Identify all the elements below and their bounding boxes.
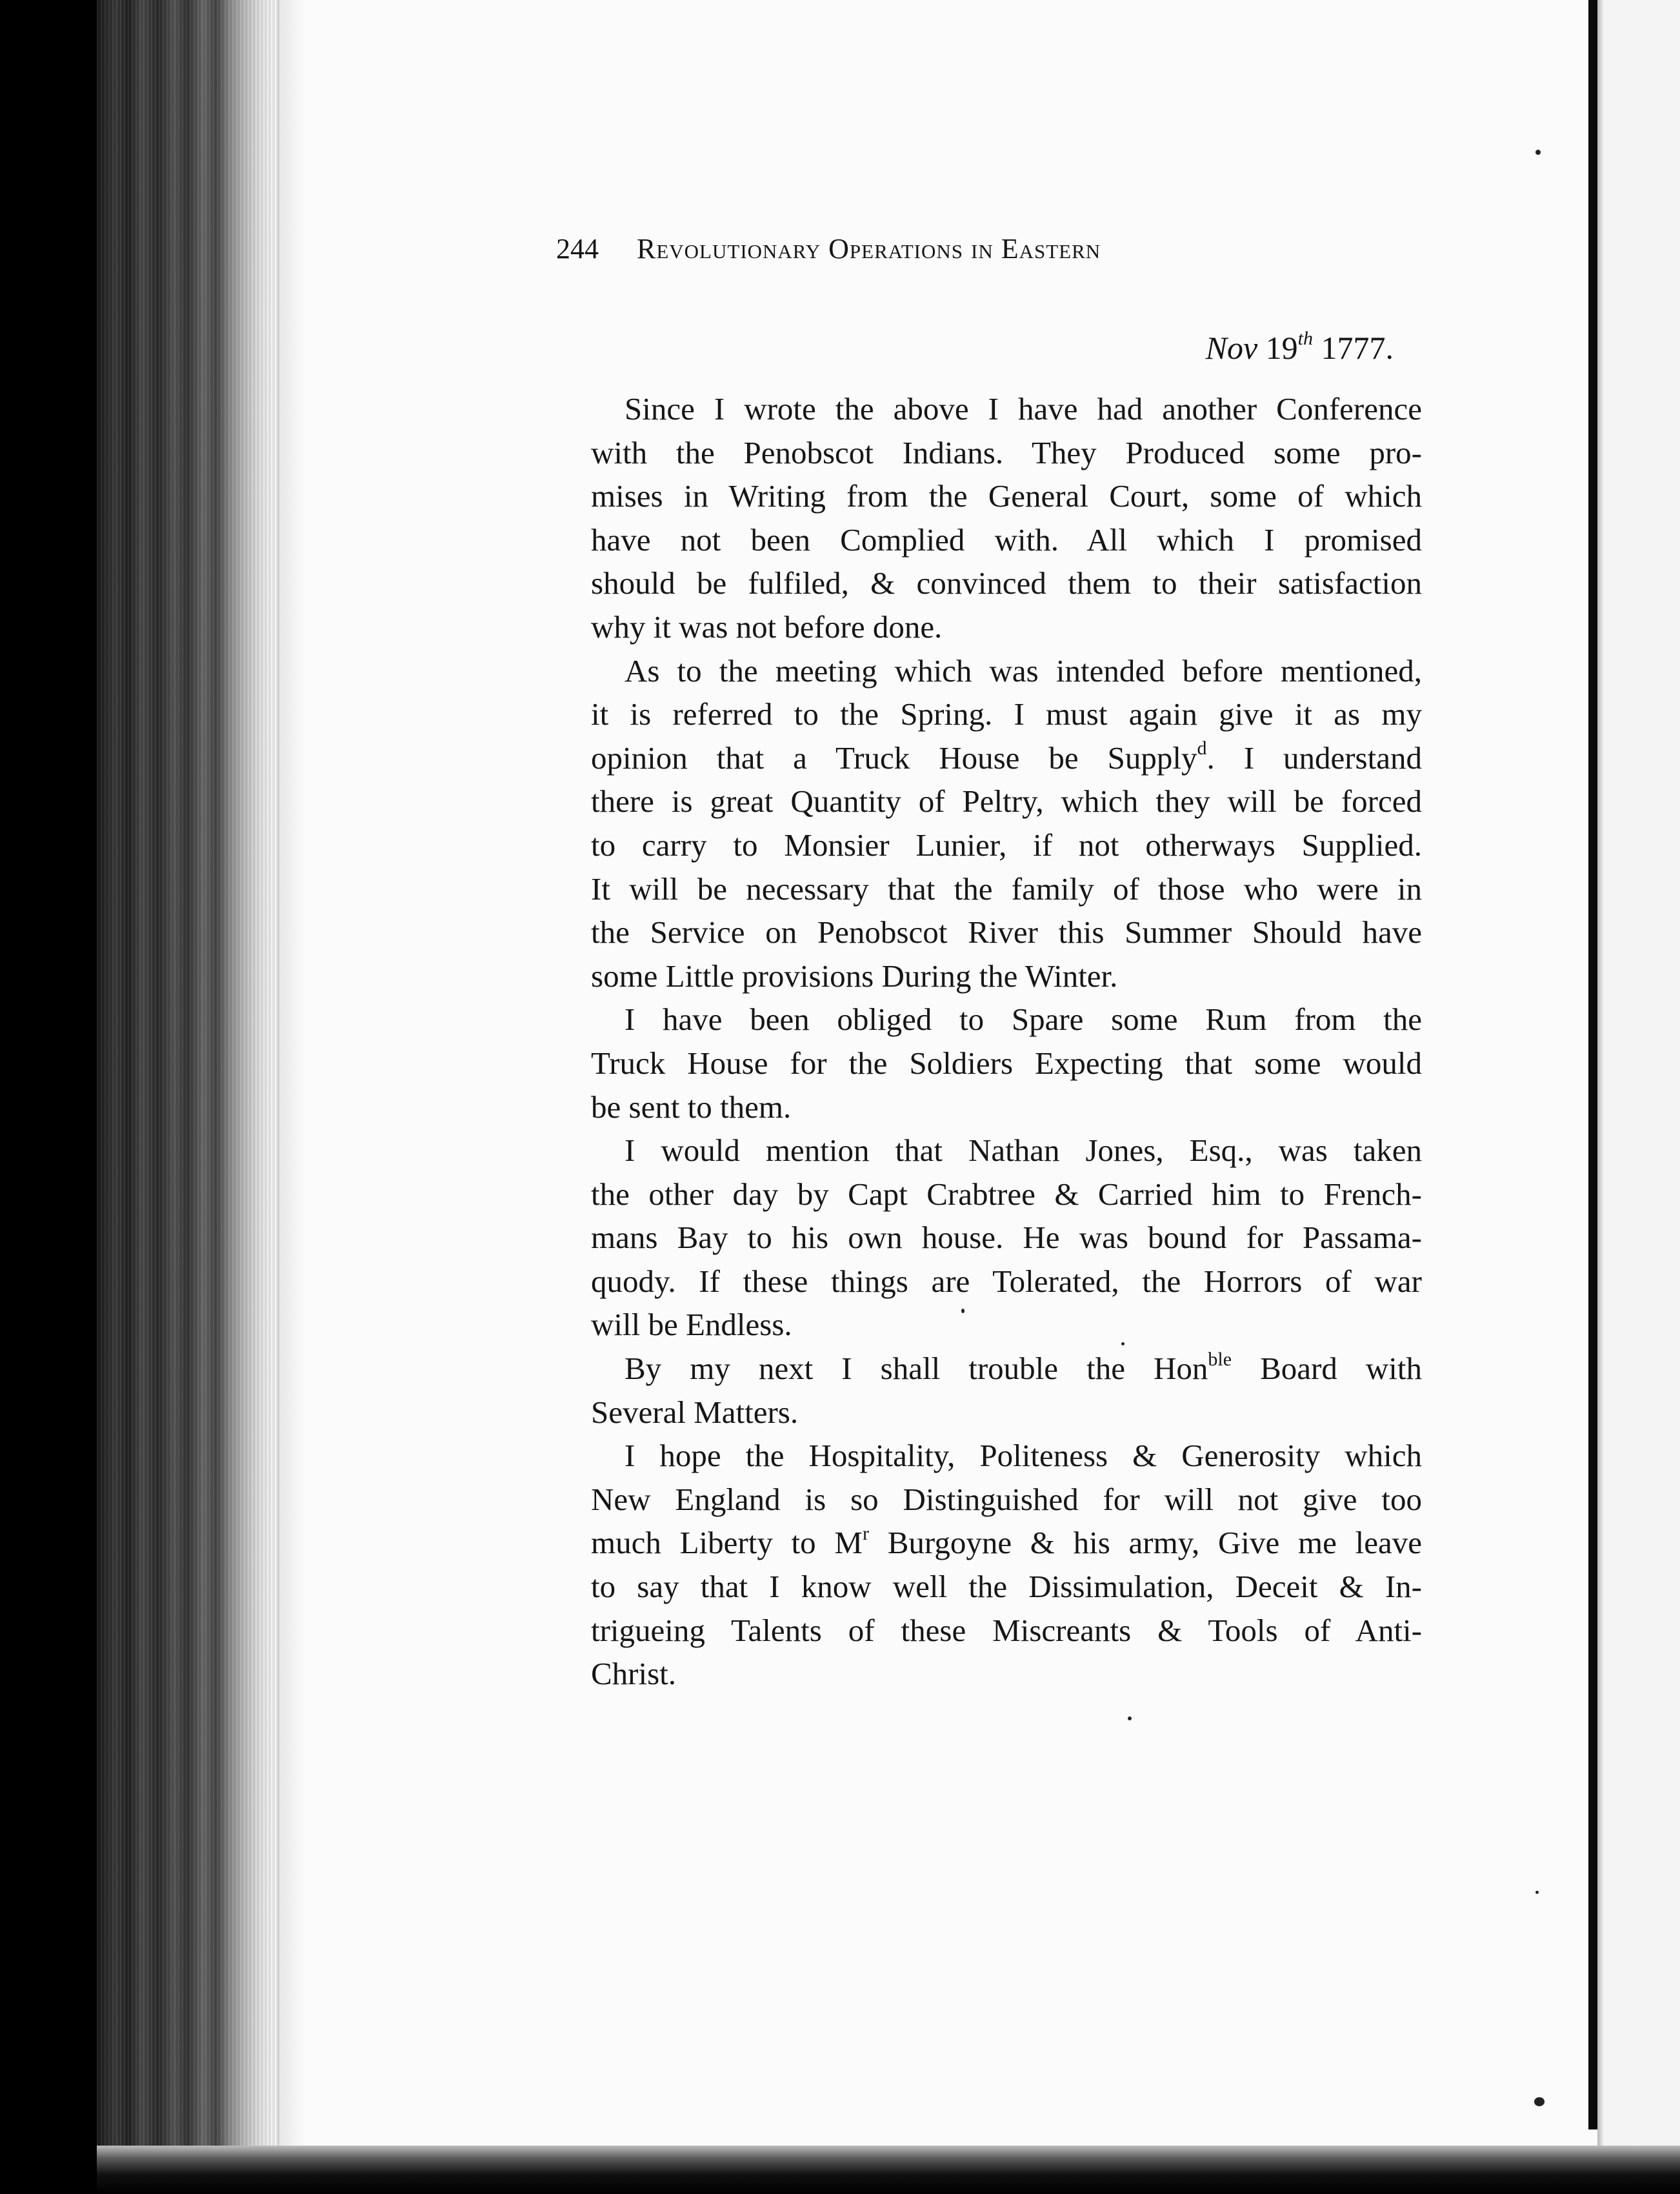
paragraph xyxy=(557,649,1422,998)
text-line: will be Endless. xyxy=(591,1307,792,1343)
text-line: some Little provisions During the Winter. xyxy=(591,958,1118,994)
text-line: be sent to them. xyxy=(591,1089,792,1125)
text-line: It will be necessary that the family of those who were in xyxy=(591,871,1422,907)
paragraph xyxy=(557,387,1422,649)
text-line: to say that I know well the Dissimulation, Deceit & In- xyxy=(591,1569,1422,1605)
text-line: the other day by Capt Crabtree & Carried him to French- xyxy=(591,1176,1422,1212)
paragraph xyxy=(557,1434,1422,1696)
text-line: there is great Quantity of Peltry, which they will be forced xyxy=(591,783,1422,820)
dateline-year: 1777. xyxy=(1321,330,1394,366)
text-line: the Service on Penobscot River this Summer Should have xyxy=(591,914,1422,951)
text-line: mises in Writing from the General Court, some of which xyxy=(591,478,1422,514)
letter-body xyxy=(557,387,1422,1696)
text-line: Truck House for the Soldiers Expecting that some would xyxy=(591,1045,1422,1081)
gutter-shadow xyxy=(279,0,305,2149)
text-line: with the Penobscot Indians. They Produced some pro- xyxy=(591,434,1422,470)
text-line: should be fulfiled, & convinced them to their satisfaction xyxy=(591,565,1422,601)
running-head-title: Revolutionary Operations in Eastern xyxy=(637,233,1101,265)
superscript: d xyxy=(1197,738,1207,760)
page-number: 244 xyxy=(556,233,599,265)
dateline-day-suffix: th xyxy=(1297,328,1313,350)
text-line: I have been obliged to Spare some Rum from the xyxy=(625,1001,1422,1038)
facing-page-edge xyxy=(1597,0,1680,2146)
superscript: r xyxy=(862,1523,869,1545)
text-line: I hope the Hospitality, Politeness & Generosity which xyxy=(625,1438,1422,1474)
text-line: Christ. xyxy=(591,1656,677,1692)
dateline-day: 19 xyxy=(1265,330,1298,366)
paragraph xyxy=(557,1347,1422,1434)
text-line: mans Bay to his own house. He was bound for Passama- xyxy=(591,1220,1422,1256)
running-head xyxy=(556,232,1421,277)
text-line: why it was not before done. xyxy=(591,609,943,645)
book-page-edges xyxy=(97,0,277,2155)
superscript: ble xyxy=(1208,1348,1232,1370)
text-line: it is referred to the Spring. I must again give it as my xyxy=(591,696,1422,732)
dateline-month: Nov xyxy=(1205,330,1258,366)
text-line: New England is so Distinguished for will not give too xyxy=(591,1481,1422,1517)
text-line: By my next I shall trouble the Hon$^{ble}$ Board with xyxy=(625,1348,1422,1387)
text-line: I would mention that Nathan Jones, Esq., was taken xyxy=(625,1132,1422,1169)
facing-page-shadow xyxy=(1597,0,1604,2146)
text-line: Several Matters. xyxy=(591,1394,799,1430)
text-line: much Liberty to $M^r$ Burgoyne & his army, Give me leave xyxy=(591,1523,1422,1561)
text-line: quody. If these things are Tolerated, the Horrors of war xyxy=(591,1263,1422,1299)
text-line: Since I wrote the above I have had another Conference xyxy=(625,391,1422,427)
text-line: As to the meeting which was intended before mentioned, xyxy=(625,652,1422,689)
paragraph xyxy=(557,1129,1422,1347)
dateline xyxy=(1135,329,1394,367)
page-edge-line xyxy=(1588,0,1597,2129)
text-line: trigueing Talents of these Miscreants & Tools of Anti- xyxy=(591,1612,1422,1648)
text-line: opinion that a Truck House be Supply$^d$. I understand xyxy=(591,738,1422,776)
scan-bottom-edge xyxy=(97,2146,1680,2194)
paragraph xyxy=(557,998,1422,1129)
text-line: have not been Complied with. All which I promised xyxy=(591,521,1422,558)
scan-left-edge xyxy=(0,0,97,2194)
text-line: to carry to Monsier Lunier, if not otherways Supplied. xyxy=(591,827,1422,863)
